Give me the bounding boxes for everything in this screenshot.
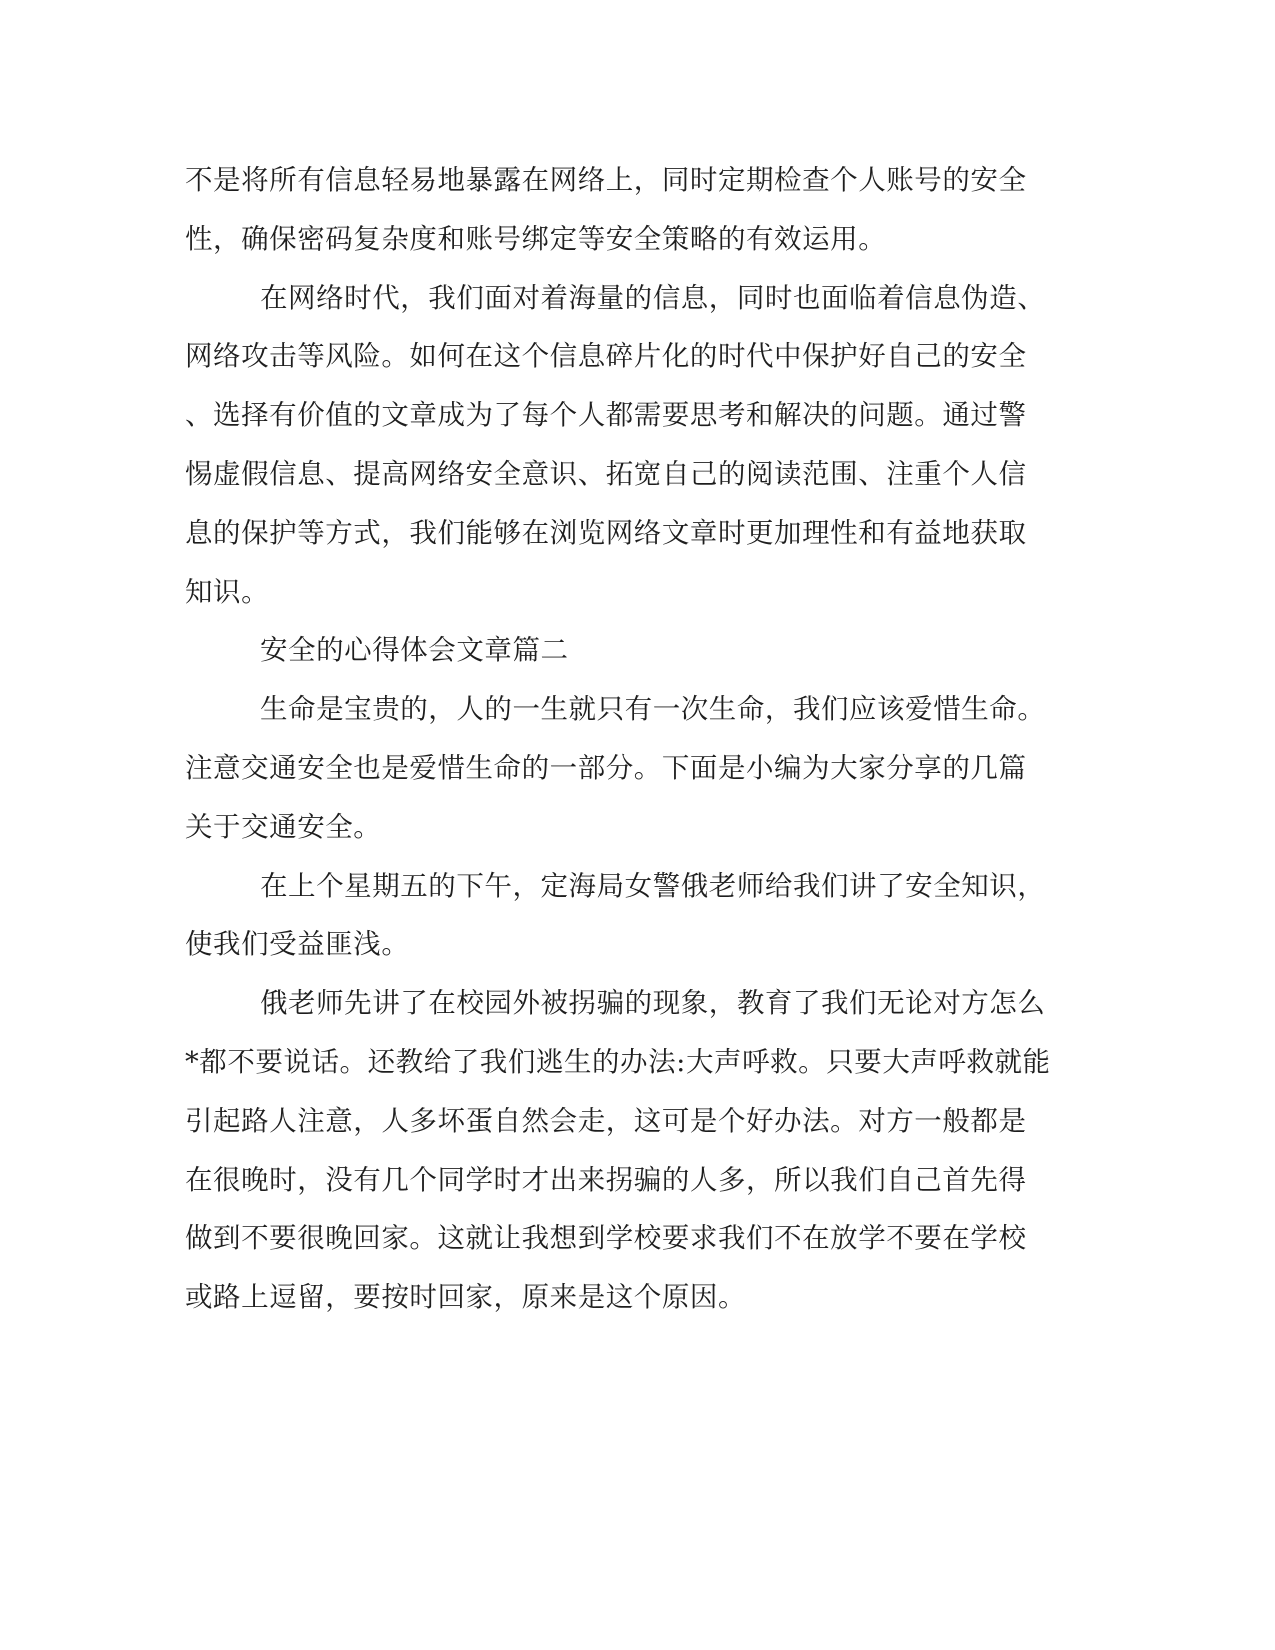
text-line: 生命是宝贵的，人的一生就只有一次生命，我们应该爱惜生命。 (260, 693, 1046, 725)
text-line: 知识。 (185, 576, 270, 608)
text-line: 在上个星期五的下午，定海局女警俄老师给我们讲了安全知识， (260, 870, 1046, 902)
text-line: 使我们受益匪浅。 (185, 928, 410, 960)
text-line: 息的保护等方式，我们能够在浏览网络文章时更加理性和有益地获取 (185, 517, 1027, 549)
section-heading: 安全的心得体会文章篇二 (260, 634, 569, 666)
text-line: 关于交通安全。 (185, 811, 382, 843)
text-line: 俄老师先讲了在校园外被拐骗的现象，教育了我们无论对方怎么 (260, 987, 1046, 1019)
text-line: 或路上逗留，要按时回家，原来是这个原因。 (185, 1281, 746, 1313)
text-line: 不是将所有信息轻易地暴露在网络上，同时定期检查个人账号的安全 (185, 164, 1027, 196)
text-line: 在很晚时，没有几个同学时才出来拐骗的人多，所以我们自己首先得 (185, 1164, 1027, 1196)
text-line: 注意交通安全也是爱惜生命的一部分。下面是小编为大家分享的几篇 (185, 752, 1027, 784)
text-line: 引起路人注意，人多坏蛋自然会走，这可是个好办法。对方一般都是 (185, 1105, 1027, 1137)
text-line: 在网络时代，我们面对着海量的信息，同时也面临着信息伪造、 (260, 282, 1046, 314)
text-line: 做到不要很晚回家。这就让我想到学校要求我们不在放学不要在学校 (185, 1222, 1027, 1254)
text-line: 、选择有价值的文章成为了每个人都需要思考和解决的问题。通过警 (185, 399, 1027, 431)
text-line: 性，确保密码复杂度和账号绑定等安全策略的有效运用。 (185, 223, 887, 255)
text-line: *都不要说话。还教给了我们逃生的办法:大声呼救。只要大声呼救就能 (185, 1046, 1051, 1078)
text-line: 惕虚假信息、提高网络安全意识、拓宽自己的阅读范围、注重个人信 (185, 458, 1027, 490)
text-line: 网络攻击等风险。如何在这个信息碎片化的时代中保护好自己的安全 (185, 340, 1027, 372)
